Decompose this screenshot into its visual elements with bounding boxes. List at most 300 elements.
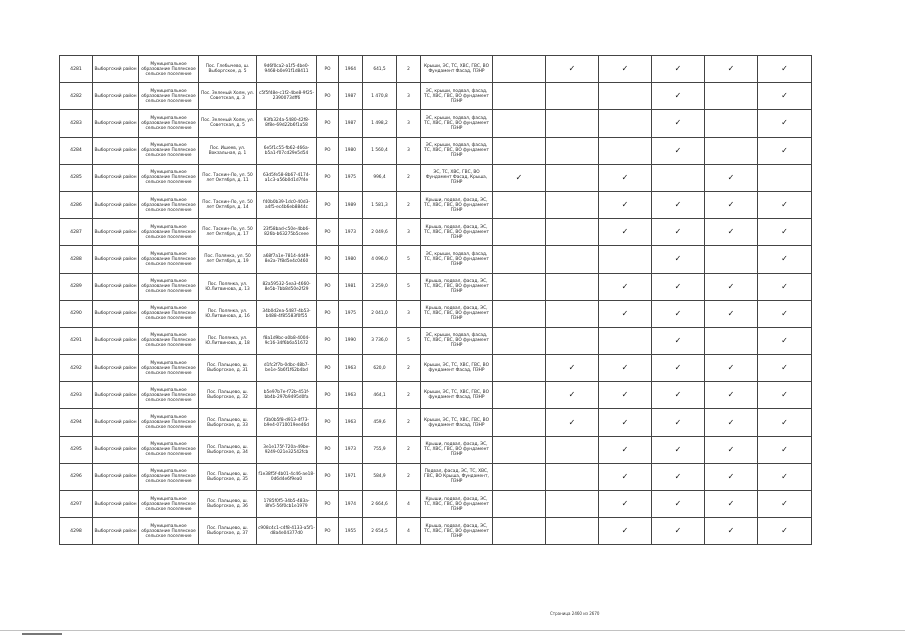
year-cell: 1980 bbox=[339, 246, 363, 273]
works-cell: Крыша, подвал, фасад, ЭС, ТС, ХВС, ГВС, ВО фундамент ПЗНР bbox=[421, 273, 493, 300]
work-type-cell-3 bbox=[599, 191, 652, 218]
page-footer: Страница 2460 из 2670 bbox=[550, 611, 600, 616]
housing-register-table bbox=[59, 55, 812, 545]
address-cell: Пос. Глебычево, ш. Выборгское, д. 5 bbox=[199, 56, 257, 83]
work-type-cell-6 bbox=[758, 56, 812, 83]
floors-cell: 3 bbox=[397, 219, 421, 246]
checkmark-icon: ✓ bbox=[781, 444, 788, 454]
fund-form-cell: РО bbox=[317, 191, 339, 218]
work-type-cell-3 bbox=[599, 436, 652, 463]
work-type-cell-1 bbox=[493, 191, 546, 218]
district-cell: Выборгский район bbox=[93, 110, 139, 137]
works-cell: Крыши, подвал, фасад, ЭС, ТС, ХВС, ГВС, ВО фундамент ПЗНР bbox=[421, 191, 493, 218]
checkmark-icon: ✓ bbox=[621, 200, 629, 210]
work-type-cell-5 bbox=[705, 273, 758, 300]
municipality-cell: Муниципальное образование Полянское сельское поселение bbox=[139, 219, 199, 246]
checkmark-icon: ✓ bbox=[727, 526, 735, 536]
guid-cell: f1e38f5f-4b01-4c46-ae18-0d6d4e6f9ea0 bbox=[257, 463, 317, 490]
checkmark-icon: ✓ bbox=[621, 172, 629, 182]
work-type-cell-1 bbox=[493, 110, 546, 137]
area-cell: 755,9 bbox=[363, 436, 397, 463]
work-type-cell-1 bbox=[493, 327, 546, 354]
work-type-cell-1 bbox=[493, 164, 546, 191]
year-cell: 1955 bbox=[339, 518, 363, 545]
checkmark-icon: ✓ bbox=[674, 471, 682, 481]
municipality-cell: Муниципальное образование Полянское сельское поселение bbox=[139, 409, 199, 436]
address-cell: Пос. Полянка, ул. Ю.Литвинова, д. 18 bbox=[199, 327, 257, 354]
fund-form-cell: РО bbox=[317, 518, 339, 545]
guid-cell: 1785f0f5-34b5-483a-8fe5-56f0cb1e1979 bbox=[257, 491, 317, 518]
district-cell: Выборгский район bbox=[93, 491, 139, 518]
checkmark-icon: ✓ bbox=[674, 91, 682, 101]
works-cell: Крыши, подвал, фасад, ЭС, ТС, ХВС, ГВС, ВО фундамент ПЗНР bbox=[421, 491, 493, 518]
floors-cell: 3 bbox=[397, 83, 421, 110]
municipality-cell: Муниципальное образование Полянское сельское поселение bbox=[139, 355, 199, 382]
table-row bbox=[60, 491, 812, 518]
checkmark-icon: ✓ bbox=[781, 526, 788, 536]
checkmark-icon: ✓ bbox=[621, 308, 629, 318]
fund-form-cell: РО bbox=[317, 327, 339, 354]
checkmark-icon: ✓ bbox=[621, 390, 629, 400]
checkmark-icon: ✓ bbox=[515, 172, 523, 182]
area-cell: 2 041,0 bbox=[363, 300, 397, 327]
work-type-cell-6 bbox=[758, 110, 812, 137]
checkmark-icon: ✓ bbox=[727, 417, 735, 427]
checkmark-icon: ✓ bbox=[781, 254, 788, 264]
works-cell: Крыши, ЭС, ТС, ХВС, ГВС, ВО Фундамент Фасад, ПЗНР bbox=[421, 56, 493, 83]
work-type-cell-1 bbox=[493, 83, 546, 110]
work-type-cell-3 bbox=[599, 246, 652, 273]
works-cell: Крыша, подвал, фасад, ЭС, ТС, ХВС, ГВС, ВО фундамент ПЗНР bbox=[421, 219, 493, 246]
work-type-cell-3 bbox=[599, 491, 652, 518]
address-cell: Пос. Пальцево, ш. Выборгское, д. 34 bbox=[199, 436, 257, 463]
work-type-cell-5 bbox=[705, 83, 758, 110]
municipality-cell: Муниципальное образование Полянское сельское поселение bbox=[139, 491, 199, 518]
work-type-cell-5 bbox=[705, 191, 758, 218]
floors-cell: 5 bbox=[397, 246, 421, 273]
address-cell: Пос. Пальцево, ш. Выборгское, д. 32 bbox=[199, 382, 257, 409]
works-cell: ЭС, крыши, подвал, фасад, ТС, ХВС, ГВС, ВО фундамент ПЗНР bbox=[421, 83, 493, 110]
fund-form-cell: РО bbox=[317, 355, 339, 382]
address-cell: Пос. Пальцево, ш. Выборгское, д. 31 bbox=[199, 355, 257, 382]
fund-form-cell: РО bbox=[317, 409, 339, 436]
row-number: 4281 bbox=[60, 56, 93, 83]
year-cell: 1989 bbox=[339, 191, 363, 218]
area-cell: 641,5 bbox=[363, 56, 397, 83]
district-cell: Выборгский район bbox=[93, 219, 139, 246]
district-cell: Выборгский район bbox=[93, 83, 139, 110]
floors-cell: 2 bbox=[397, 164, 421, 191]
work-type-cell-2 bbox=[546, 463, 599, 490]
checkmark-icon: ✓ bbox=[781, 281, 788, 291]
work-type-cell-3 bbox=[599, 83, 652, 110]
address-cell: Пос. Полянка, ул. 50 лет Октября, д. 19 bbox=[199, 246, 257, 273]
checkmark-icon: ✓ bbox=[674, 335, 682, 345]
work-type-cell-3 bbox=[599, 409, 652, 436]
address-cell: Пос. Зеленый Холм, ул. Советская, д. 3 bbox=[199, 83, 257, 110]
work-type-cell-2 bbox=[546, 327, 599, 354]
checkmark-icon: ✓ bbox=[727, 281, 735, 291]
work-type-cell-4 bbox=[652, 436, 705, 463]
municipality-cell: Муниципальное образование Полянское сельское поселение bbox=[139, 382, 199, 409]
work-type-cell-4 bbox=[652, 137, 705, 164]
area-cell: 2 664,6 bbox=[363, 491, 397, 518]
checkmark-icon: ✓ bbox=[727, 390, 735, 400]
checkmark-icon: ✓ bbox=[568, 363, 576, 373]
address-cell: Пос. Пальцево, ш. Выборгское, д. 33 bbox=[199, 409, 257, 436]
work-type-cell-2 bbox=[546, 491, 599, 518]
works-cell: ЭС, крыши, подвал, фасад, ТС, ХВС, ГВС, ВО фундамент ПЗНР bbox=[421, 327, 493, 354]
table-row bbox=[60, 137, 812, 164]
floors-cell: 2 bbox=[397, 355, 421, 382]
work-type-cell-2 bbox=[546, 246, 599, 273]
year-cell: 1963 bbox=[339, 355, 363, 382]
floors-cell: 4 bbox=[397, 491, 421, 518]
work-type-cell-2 bbox=[546, 110, 599, 137]
guid-cell: c5f5f48e-c1f2-4be8-9f25-2390073dff6 bbox=[257, 83, 317, 110]
floors-cell: 3 bbox=[397, 300, 421, 327]
district-cell: Выборгский район bbox=[93, 164, 139, 191]
work-type-cell-4 bbox=[652, 191, 705, 218]
checkmark-icon: ✓ bbox=[621, 363, 629, 373]
checkmark-icon: ✓ bbox=[621, 227, 629, 237]
work-type-cell-4 bbox=[652, 327, 705, 354]
fund-form-cell: РО bbox=[317, 491, 339, 518]
table-row bbox=[60, 300, 812, 327]
address-cell: Пос. Пальцево, ш. Выборгское, д. 35 bbox=[199, 463, 257, 490]
work-type-cell-4 bbox=[652, 355, 705, 382]
work-type-cell-4 bbox=[652, 164, 705, 191]
fund-form-cell: РО bbox=[317, 246, 339, 273]
checkmark-icon: ✓ bbox=[727, 308, 735, 318]
row-number: 4291 bbox=[60, 327, 93, 354]
table-row bbox=[60, 273, 812, 300]
checkmark-icon: ✓ bbox=[621, 526, 629, 536]
area-cell: 4 096,0 bbox=[363, 246, 397, 273]
checkmark-icon: ✓ bbox=[781, 118, 788, 128]
fund-form-cell: РО bbox=[317, 137, 339, 164]
row-number: 4295 bbox=[60, 436, 93, 463]
work-type-cell-1 bbox=[493, 300, 546, 327]
row-number: 4292 bbox=[60, 355, 93, 382]
works-cell: ЭС, крыши, подвал, фасад, ТС, ХВС, ГВС, ВО фундамент ПЗНР bbox=[421, 246, 493, 273]
municipality-cell: Муниципальное образование Полянское сельское поселение bbox=[139, 436, 199, 463]
district-cell: Выборгский район bbox=[93, 56, 139, 83]
guid-cell: 6e5f1c55-fb62-466a-b5a1-f07cd29e5d54 bbox=[257, 137, 317, 164]
area-cell: 2 654,5 bbox=[363, 518, 397, 545]
work-type-cell-2 bbox=[546, 409, 599, 436]
row-number: 4286 bbox=[60, 191, 93, 218]
year-cell: 1963 bbox=[339, 382, 363, 409]
municipality-cell: Муниципальное образование Полянское сельское поселение bbox=[139, 191, 199, 218]
work-type-cell-1 bbox=[493, 518, 546, 545]
work-type-cell-6 bbox=[758, 246, 812, 273]
floors-cell: 5 bbox=[397, 327, 421, 354]
work-type-cell-5 bbox=[705, 300, 758, 327]
year-cell: 1974 bbox=[339, 491, 363, 518]
address-cell: Пос. Таскин-Ло, ул. 50 лет Октября, д. 11 bbox=[199, 164, 257, 191]
work-type-cell-6 bbox=[758, 137, 812, 164]
area-cell: 2 049,6 bbox=[363, 219, 397, 246]
checkmark-icon: ✓ bbox=[781, 64, 788, 74]
district-cell: Выборгский район bbox=[93, 436, 139, 463]
scan-corner-mark bbox=[22, 633, 62, 635]
checkmark-icon: ✓ bbox=[621, 64, 629, 74]
floors-cell: 2 bbox=[397, 56, 421, 83]
work-type-cell-1 bbox=[493, 273, 546, 300]
work-type-cell-1 bbox=[493, 56, 546, 83]
checkmark-icon: ✓ bbox=[781, 145, 788, 155]
checkmark-icon: ✓ bbox=[781, 200, 788, 210]
floors-cell: 2 bbox=[397, 409, 421, 436]
work-type-cell-4 bbox=[652, 463, 705, 490]
work-type-cell-2 bbox=[546, 436, 599, 463]
fund-form-cell: РО bbox=[317, 273, 339, 300]
work-type-cell-4 bbox=[652, 409, 705, 436]
work-type-cell-3 bbox=[599, 327, 652, 354]
checkmark-icon: ✓ bbox=[621, 471, 629, 481]
checkmark-icon: ✓ bbox=[568, 64, 576, 74]
address-cell: Пос. Полянка, ул. Ю.Литвинова, д. 16 bbox=[199, 300, 257, 327]
work-type-cell-3 bbox=[599, 382, 652, 409]
work-type-cell-2 bbox=[546, 219, 599, 246]
table-row bbox=[60, 164, 812, 191]
work-type-cell-5 bbox=[705, 491, 758, 518]
year-cell: 1981 bbox=[339, 273, 363, 300]
checkmark-icon: ✓ bbox=[621, 444, 629, 454]
fund-form-cell: РО bbox=[317, 164, 339, 191]
work-type-cell-4 bbox=[652, 273, 705, 300]
area-cell: 1 581,3 bbox=[363, 191, 397, 218]
work-type-cell-6 bbox=[758, 191, 812, 218]
work-type-cell-5 bbox=[705, 382, 758, 409]
work-type-cell-3 bbox=[599, 463, 652, 490]
works-cell: Крыши, подвал, фасад, ЭС, ТС, ХВС, ГВС, ВО фундамент ПЗНР bbox=[421, 436, 493, 463]
checkmark-icon: ✓ bbox=[674, 281, 682, 291]
district-cell: Выборгский район bbox=[93, 518, 139, 545]
checkmark-icon: ✓ bbox=[621, 417, 629, 427]
checkmark-icon: ✓ bbox=[781, 417, 788, 427]
floors-cell: 4 bbox=[397, 518, 421, 545]
works-cell: Подвал, фасад, ЭС, ТС, ХВС, ГВС, ВО Крыша, Фундамент, ПЗНР bbox=[421, 463, 493, 490]
work-type-cell-4 bbox=[652, 110, 705, 137]
table-row bbox=[60, 409, 812, 436]
works-cell: ЭС, ТС, ХВС, ГВС, ВО Фундамент Фасад, Крыша, ПЗНР bbox=[421, 164, 493, 191]
work-type-cell-4 bbox=[652, 382, 705, 409]
checkmark-icon: ✓ bbox=[568, 390, 576, 400]
guid-cell: 23f58bad-c50e-4bb6-826b-b63275b5ceee bbox=[257, 219, 317, 246]
area-cell: 3 259,0 bbox=[363, 273, 397, 300]
municipality-cell: Муниципальное образование Полянское сельское поселение bbox=[139, 56, 199, 83]
work-type-cell-4 bbox=[652, 83, 705, 110]
year-cell: 1975 bbox=[339, 300, 363, 327]
work-type-cell-6 bbox=[758, 518, 812, 545]
work-type-cell-5 bbox=[705, 327, 758, 354]
guid-cell: 82a59532-5ea3-4660-8e5b-7bb8d50e2f29 bbox=[257, 273, 317, 300]
work-type-cell-4 bbox=[652, 518, 705, 545]
checkmark-icon: ✓ bbox=[727, 200, 735, 210]
table-row bbox=[60, 110, 812, 137]
year-cell: 1990 bbox=[339, 327, 363, 354]
checkmark-icon: ✓ bbox=[568, 417, 576, 427]
floors-cell: 2 bbox=[397, 382, 421, 409]
district-cell: Выборгский район bbox=[93, 300, 139, 327]
checkmark-icon: ✓ bbox=[781, 308, 788, 318]
guid-cell: 9d6f0ca2-a1f5-4be0-9468-b0e91f1d8411 bbox=[257, 56, 317, 83]
work-type-cell-3 bbox=[599, 300, 652, 327]
district-cell: Выборгский район bbox=[93, 246, 139, 273]
year-cell: 1964 bbox=[339, 56, 363, 83]
work-type-cell-1 bbox=[493, 246, 546, 273]
area-cell: 3 736,0 bbox=[363, 327, 397, 354]
row-number: 4290 bbox=[60, 300, 93, 327]
table-row bbox=[60, 56, 812, 83]
district-cell: Выборгский район bbox=[93, 355, 139, 382]
address-cell: Пос. Зеленый Холм, ул. Советская, д. 5 bbox=[199, 110, 257, 137]
table-row bbox=[60, 463, 812, 490]
row-number: 4287 bbox=[60, 219, 93, 246]
address-cell: Пос. Таскин-Ло, ул. 50 лет Октября, д. 17 bbox=[199, 219, 257, 246]
guid-cell: c908c4c1-c4f8-4133-a5f1-d8a4e04377d0 bbox=[257, 518, 317, 545]
work-type-cell-6 bbox=[758, 355, 812, 382]
checkmark-icon: ✓ bbox=[781, 363, 788, 373]
table-row bbox=[60, 83, 812, 110]
work-type-cell-2 bbox=[546, 382, 599, 409]
work-type-cell-1 bbox=[493, 491, 546, 518]
row-number: 4288 bbox=[60, 246, 93, 273]
table-row bbox=[60, 436, 812, 463]
fund-form-cell: РО bbox=[317, 219, 339, 246]
row-number: 4285 bbox=[60, 164, 93, 191]
year-cell: 1963 bbox=[339, 409, 363, 436]
municipality-cell: Муниципальное образование Полянское сельское поселение bbox=[139, 110, 199, 137]
checkmark-icon: ✓ bbox=[674, 417, 682, 427]
floors-cell: 2 bbox=[397, 463, 421, 490]
municipality-cell: Муниципальное образование Полянское сельское поселение bbox=[139, 164, 199, 191]
municipality-cell: Муниципальное образование Полянское сельское поселение bbox=[139, 83, 199, 110]
work-type-cell-2 bbox=[546, 355, 599, 382]
row-number: 4283 bbox=[60, 110, 93, 137]
works-cell: Крыша, подвал, фасад, ЭС, ТС, ХВС, ГВС, ВО фундамент ПЗНР bbox=[421, 518, 493, 545]
work-type-cell-1 bbox=[493, 409, 546, 436]
checkmark-icon: ✓ bbox=[674, 227, 682, 237]
year-cell: 1973 bbox=[339, 436, 363, 463]
checkmark-icon: ✓ bbox=[674, 254, 682, 264]
fund-form-cell: РО bbox=[317, 463, 339, 490]
work-type-cell-6 bbox=[758, 382, 812, 409]
checkmark-icon: ✓ bbox=[621, 281, 629, 291]
work-type-cell-6 bbox=[758, 463, 812, 490]
works-cell: ЭС, крыши, подвал, фасад, ТС, ХВС, ГВС, ВО фундамент ПЗНР bbox=[421, 137, 493, 164]
floors-cell: 2 bbox=[397, 436, 421, 463]
guid-cell: a68f7a1e-7814-4d49-8e2a-7f8d5e4c0460 bbox=[257, 246, 317, 273]
work-type-cell-6 bbox=[758, 164, 812, 191]
work-type-cell-6 bbox=[758, 436, 812, 463]
checkmark-icon: ✓ bbox=[674, 526, 682, 536]
checkmark-icon: ✓ bbox=[781, 499, 788, 509]
work-type-cell-2 bbox=[546, 83, 599, 110]
municipality-cell: Муниципальное образование Полянское сельское поселение bbox=[139, 463, 199, 490]
scan-edge-line bbox=[0, 630, 905, 631]
work-type-cell-6 bbox=[758, 300, 812, 327]
work-type-cell-3 bbox=[599, 137, 652, 164]
area-cell: 1 560,4 bbox=[363, 137, 397, 164]
row-number: 4282 bbox=[60, 83, 93, 110]
work-type-cell-3 bbox=[599, 110, 652, 137]
checkmark-icon: ✓ bbox=[727, 363, 735, 373]
district-cell: Выборгский район bbox=[93, 409, 139, 436]
floors-cell: 5 bbox=[397, 273, 421, 300]
work-type-cell-5 bbox=[705, 219, 758, 246]
area-cell: 1 498,2 bbox=[363, 110, 397, 137]
guid-cell: d1fc2f7b-0dbc-48b7-be1e-5b6f1f62b4bd bbox=[257, 355, 317, 382]
work-type-cell-5 bbox=[705, 56, 758, 83]
checkmark-icon: ✓ bbox=[781, 91, 788, 101]
guid-cell: 34b0d2ea-5487-4b53-b488-4f85583f0f55 bbox=[257, 300, 317, 327]
row-number: 4296 bbox=[60, 463, 93, 490]
work-type-cell-6 bbox=[758, 327, 812, 354]
work-type-cell-5 bbox=[705, 463, 758, 490]
address-cell: Пос. Таскин-Ло, ул. 50 лет Октября, д. 14 bbox=[199, 191, 257, 218]
checkmark-icon: ✓ bbox=[674, 118, 682, 128]
checkmark-icon: ✓ bbox=[781, 390, 788, 400]
work-type-cell-3 bbox=[599, 56, 652, 83]
checkmark-icon: ✓ bbox=[781, 335, 788, 345]
checkmark-icon: ✓ bbox=[727, 444, 735, 454]
table-row bbox=[60, 327, 812, 354]
work-type-cell-2 bbox=[546, 518, 599, 545]
guid-cell: 3e1e175f-720a-49be-9249-021e32542fcb bbox=[257, 436, 317, 463]
table-row bbox=[60, 191, 812, 218]
district-cell: Выборгский район bbox=[93, 327, 139, 354]
checkmark-icon: ✓ bbox=[674, 390, 682, 400]
municipality-cell: Муниципальное образование Полянское сельское поселение bbox=[139, 246, 199, 273]
fund-form-cell: РО bbox=[317, 436, 339, 463]
work-type-cell-2 bbox=[546, 137, 599, 164]
row-number: 4294 bbox=[60, 409, 93, 436]
area-cell: 996,4 bbox=[363, 164, 397, 191]
work-type-cell-1 bbox=[493, 355, 546, 382]
floors-cell: 2 bbox=[397, 191, 421, 218]
work-type-cell-1 bbox=[493, 137, 546, 164]
work-type-cell-3 bbox=[599, 273, 652, 300]
checkmark-icon: ✓ bbox=[674, 444, 682, 454]
municipality-cell: Муниципальное образование Полянское сельское поселение bbox=[139, 327, 199, 354]
district-cell: Выборгский район bbox=[93, 273, 139, 300]
work-type-cell-6 bbox=[758, 409, 812, 436]
floors-cell: 3 bbox=[397, 110, 421, 137]
work-type-cell-2 bbox=[546, 273, 599, 300]
work-type-cell-6 bbox=[758, 219, 812, 246]
table-row bbox=[60, 246, 812, 273]
address-cell: Пос. Пальцево, ш. Выборгское, д. 36 bbox=[199, 491, 257, 518]
works-cell: Крыши, ЭС, ТС, ХВС, ГВС, ВО фундамент Фасад, ПЗНР bbox=[421, 382, 493, 409]
district-cell: Выборгский район bbox=[93, 382, 139, 409]
work-type-cell-3 bbox=[599, 518, 652, 545]
checkmark-icon: ✓ bbox=[674, 499, 682, 509]
district-cell: Выборгский район bbox=[93, 191, 139, 218]
work-type-cell-3 bbox=[599, 355, 652, 382]
year-cell: 1980 bbox=[339, 137, 363, 164]
year-cell: 1971 bbox=[339, 463, 363, 490]
address-cell: Пос. Пальцево, ш. Выборгское, д. 37 bbox=[199, 518, 257, 545]
work-type-cell-2 bbox=[546, 191, 599, 218]
fund-form-cell: РО bbox=[317, 56, 339, 83]
municipality-cell: Муниципальное образование Полянское сельское поселение bbox=[139, 518, 199, 545]
row-number: 4284 bbox=[60, 137, 93, 164]
work-type-cell-5 bbox=[705, 436, 758, 463]
work-type-cell-4 bbox=[652, 491, 705, 518]
